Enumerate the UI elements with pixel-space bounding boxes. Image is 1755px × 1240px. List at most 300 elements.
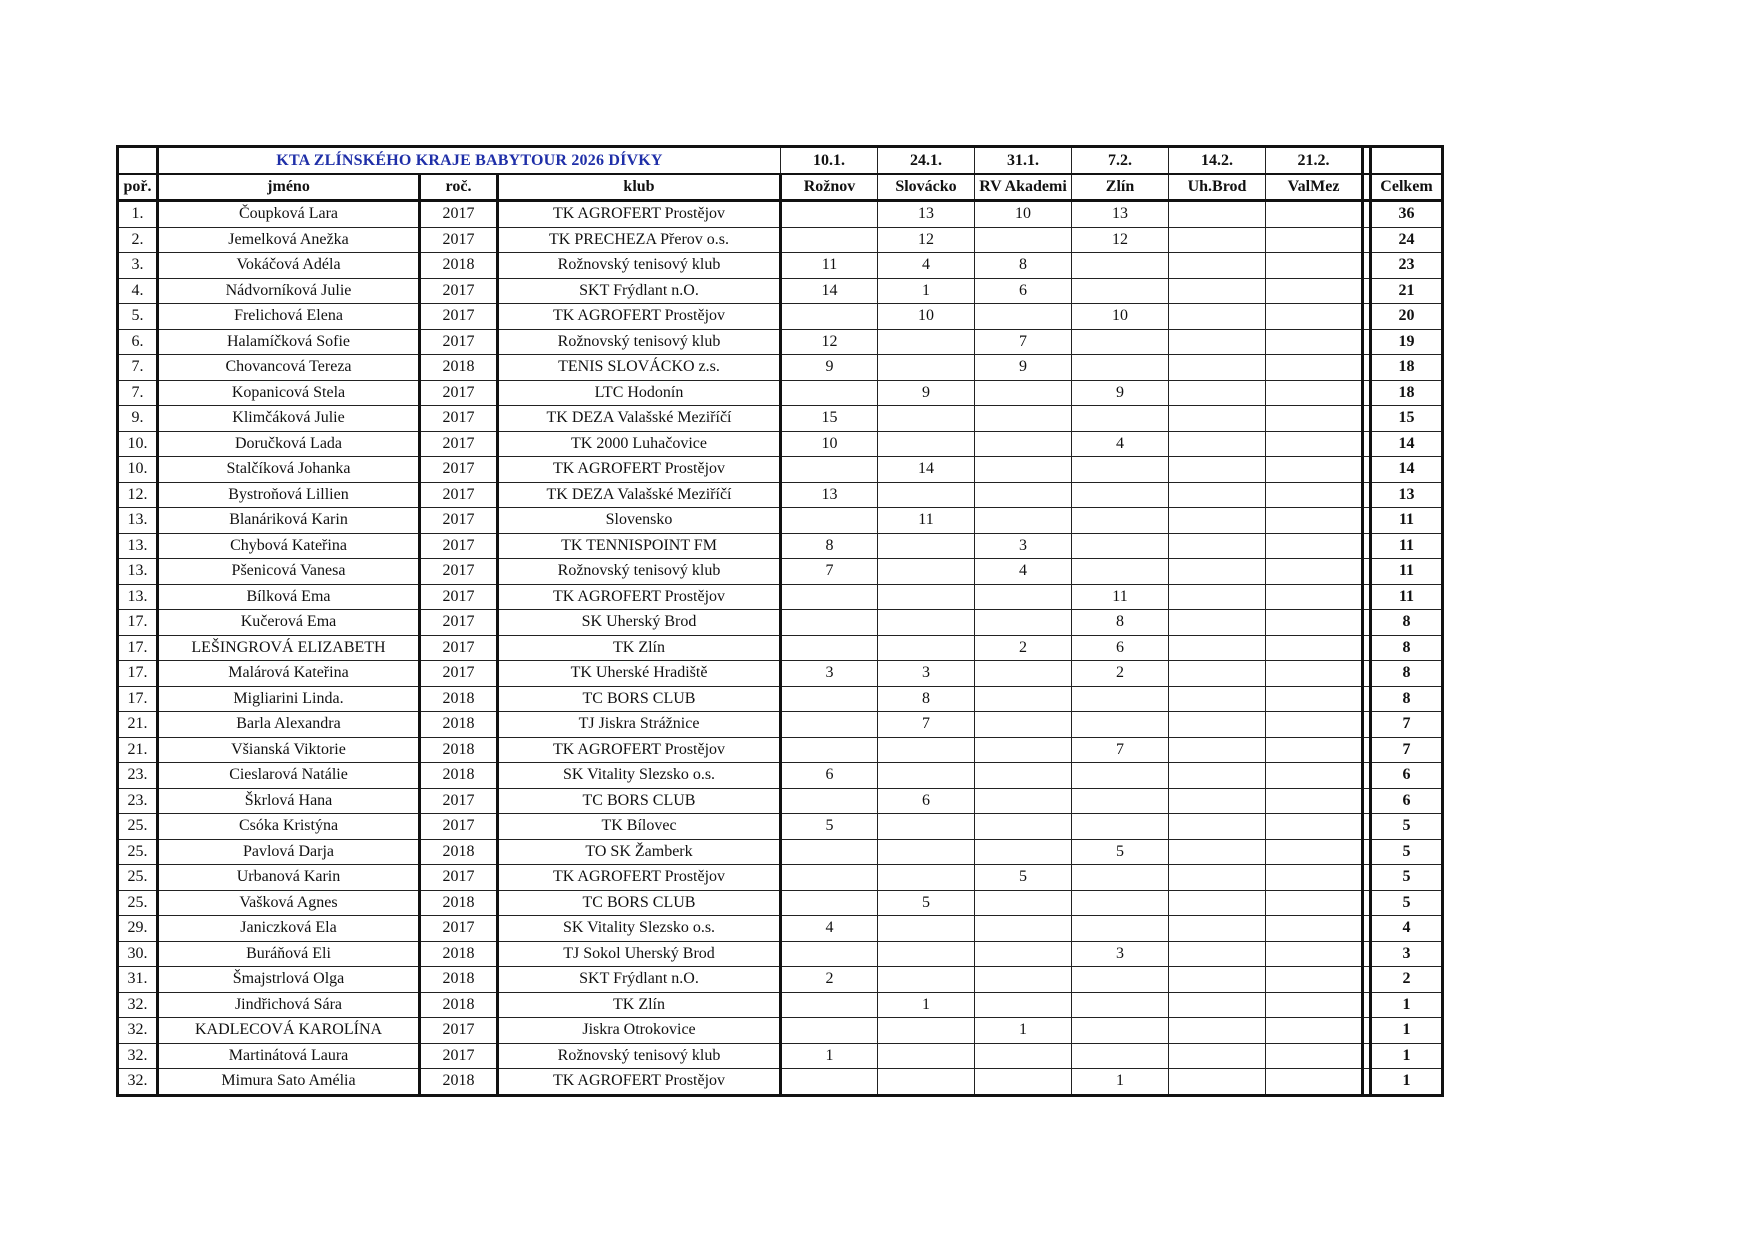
table-row (118, 890, 1443, 916)
event-points-cell (1266, 788, 1363, 814)
event-points-cell (1169, 406, 1266, 432)
event-points-cell: 3 (781, 661, 878, 687)
year-cell: 2017 (420, 533, 498, 559)
event-points-cell (1072, 686, 1169, 712)
event-points-cell (878, 967, 975, 993)
event-points-cell (878, 584, 975, 610)
column-separator (1363, 992, 1371, 1018)
column-separator (1363, 814, 1371, 840)
event-points-cell (975, 967, 1072, 993)
event-points-cell (1266, 380, 1363, 406)
event-points-cell: 7 (878, 712, 975, 738)
year-cell: 2017 (420, 380, 498, 406)
event-points-cell: 2 (1072, 661, 1169, 687)
column-separator (1363, 304, 1371, 330)
club-cell: TK AGROFERT Prostějov (498, 584, 781, 610)
year-cell: 2018 (420, 992, 498, 1018)
rank-cell: 10. (118, 431, 158, 457)
column-separator (1363, 559, 1371, 585)
table-row (118, 712, 1443, 738)
name-cell: Jemelková Anežka (158, 227, 420, 253)
year-cell: 2017 (420, 304, 498, 330)
column-separator (1363, 457, 1371, 483)
event-points-cell (1169, 533, 1266, 559)
event-points-cell (1266, 508, 1363, 534)
total-cell: 8 (1371, 686, 1443, 712)
table-row (118, 941, 1443, 967)
name-cell: Buráňová Eli (158, 941, 420, 967)
event-points-cell: 5 (1072, 839, 1169, 865)
event-points-cell (1266, 227, 1363, 253)
event-points-cell (1072, 788, 1169, 814)
table-row (118, 1069, 1443, 1096)
rank-cell: 23. (118, 763, 158, 789)
event-points-cell: 10 (1072, 304, 1169, 330)
event-points-cell (878, 814, 975, 840)
rank-cell: 1. (118, 201, 158, 228)
event-points-cell (1169, 1043, 1266, 1069)
year-header: roč. (420, 174, 498, 201)
event-points-cell (1266, 355, 1363, 381)
event-points-cell: 3 (878, 661, 975, 687)
year-cell: 2018 (420, 253, 498, 279)
name-cell: Klimčáková Julie (158, 406, 420, 432)
rank-cell: 21. (118, 712, 158, 738)
name-cell: Šmajstrlová Olga (158, 967, 420, 993)
event-points-cell (975, 457, 1072, 483)
name-cell: Kučerová Ema (158, 610, 420, 636)
column-separator (1363, 610, 1371, 636)
event-points-cell (1266, 992, 1363, 1018)
table-row (118, 227, 1443, 253)
event-points-cell (1072, 865, 1169, 891)
table-row (118, 406, 1443, 432)
club-cell: TK AGROFERT Prostějov (498, 737, 781, 763)
year-cell: 2017 (420, 584, 498, 610)
club-cell: SK Uherský Brod (498, 610, 781, 636)
name-cell: LEŠINGROVÁ ELIZABETH (158, 635, 420, 661)
table-row (118, 201, 1443, 228)
event-points-cell (1266, 329, 1363, 355)
table-row (118, 635, 1443, 661)
name-cell: Migliarini Linda. (158, 686, 420, 712)
name-cell: Kopanicová Stela (158, 380, 420, 406)
date-header-3: 31.1. (975, 147, 1072, 175)
event-points-cell (1072, 355, 1169, 381)
event-points-cell: 11 (878, 508, 975, 534)
table-row (118, 967, 1443, 993)
total-cell: 8 (1371, 661, 1443, 687)
table-row (118, 431, 1443, 457)
event-points-cell (975, 304, 1072, 330)
name-cell: Malárová Kateřina (158, 661, 420, 687)
event-points-cell (781, 508, 878, 534)
event-points-cell: 4 (975, 559, 1072, 585)
event-points-cell: 6 (878, 788, 975, 814)
event-points-cell: 7 (1072, 737, 1169, 763)
event-points-cell (1266, 941, 1363, 967)
corner-cell (118, 147, 158, 175)
rank-cell: 10. (118, 457, 158, 483)
club-cell: LTC Hodonín (498, 380, 781, 406)
event-points-cell: 3 (975, 533, 1072, 559)
year-cell: 2017 (420, 788, 498, 814)
name-cell: Bílková Ema (158, 584, 420, 610)
year-cell: 2017 (420, 227, 498, 253)
event-points-cell (1169, 355, 1266, 381)
year-cell: 2018 (420, 941, 498, 967)
rank-header: poř. (118, 174, 158, 201)
total-cell: 18 (1371, 380, 1443, 406)
event-points-cell: 1 (878, 278, 975, 304)
event-points-cell (878, 533, 975, 559)
event-points-cell (1169, 839, 1266, 865)
event-points-cell (878, 406, 975, 432)
column-separator (1363, 329, 1371, 355)
name-cell: Bystroňová Lillien (158, 482, 420, 508)
event-points-cell: 6 (975, 278, 1072, 304)
total-cell: 5 (1371, 839, 1443, 865)
column-separator (1363, 865, 1371, 891)
event-points-cell (1072, 916, 1169, 942)
year-cell: 2018 (420, 1069, 498, 1096)
event-points-cell (1072, 329, 1169, 355)
column-separator (1363, 533, 1371, 559)
event-points-cell (1169, 941, 1266, 967)
club-cell: TENIS SLOVÁCKO z.s. (498, 355, 781, 381)
event-points-cell: 8 (878, 686, 975, 712)
event-header-rv-akademi: RV Akademi (975, 174, 1072, 201)
year-cell: 2018 (420, 686, 498, 712)
column-separator (1363, 635, 1371, 661)
event-points-cell (1266, 737, 1363, 763)
event-points-cell (1072, 890, 1169, 916)
total-cell: 11 (1371, 584, 1443, 610)
column-separator (1363, 201, 1371, 228)
rank-cell: 32. (118, 1018, 158, 1044)
rank-cell: 17. (118, 686, 158, 712)
event-points-cell (1169, 1069, 1266, 1096)
name-cell: Čoupková Lara (158, 201, 420, 228)
event-points-cell (878, 431, 975, 457)
table-row (118, 559, 1443, 585)
year-cell: 2017 (420, 482, 498, 508)
event-points-cell (1169, 1018, 1266, 1044)
column-separator (1363, 686, 1371, 712)
name-cell: Vokáčová Adéla (158, 253, 420, 279)
event-points-cell: 8 (975, 253, 1072, 279)
rank-cell: 25. (118, 839, 158, 865)
total-cell: 7 (1371, 712, 1443, 738)
event-points-cell (1266, 457, 1363, 483)
year-cell: 2017 (420, 814, 498, 840)
club-cell: TJ Jiskra Strážnice (498, 712, 781, 738)
name-cell: Stalčíková Johanka (158, 457, 420, 483)
event-points-cell (781, 686, 878, 712)
total-cell: 20 (1371, 304, 1443, 330)
event-points-cell (975, 814, 1072, 840)
event-points-cell (975, 661, 1072, 687)
event-points-cell (975, 380, 1072, 406)
table-row (118, 482, 1443, 508)
year-cell: 2018 (420, 712, 498, 738)
event-points-cell: 10 (781, 431, 878, 457)
rank-cell: 29. (118, 916, 158, 942)
club-cell: Rožnovský tenisový klub (498, 559, 781, 585)
event-points-cell (781, 890, 878, 916)
total-cell: 24 (1371, 227, 1443, 253)
event-points-cell: 8 (1072, 610, 1169, 636)
year-cell: 2017 (420, 1043, 498, 1069)
table-row (118, 916, 1443, 942)
event-points-cell (781, 584, 878, 610)
rank-cell: 32. (118, 1069, 158, 1096)
event-points-cell (975, 788, 1072, 814)
rank-cell: 2. (118, 227, 158, 253)
year-cell: 2017 (420, 865, 498, 891)
event-points-cell (1072, 278, 1169, 304)
total-cell: 15 (1371, 406, 1443, 432)
club-cell: TJ Sokol Uherský Brod (498, 941, 781, 967)
event-points-cell (1169, 661, 1266, 687)
club-cell: Rožnovský tenisový klub (498, 329, 781, 355)
table-row (118, 533, 1443, 559)
name-cell: Pšenicová Vanesa (158, 559, 420, 585)
event-points-cell (878, 329, 975, 355)
event-header-roznov: Rožnov (781, 174, 878, 201)
event-points-cell (781, 941, 878, 967)
event-points-cell (1169, 967, 1266, 993)
event-points-cell: 11 (1072, 584, 1169, 610)
date-header-2: 24.1. (878, 147, 975, 175)
event-header-uh-brod: Uh.Brod (1169, 174, 1266, 201)
event-points-cell (1072, 508, 1169, 534)
date-header-4: 7.2. (1072, 147, 1169, 175)
standings-table (116, 145, 1444, 1097)
event-points-cell (878, 355, 975, 381)
rank-cell: 17. (118, 610, 158, 636)
year-cell: 2017 (420, 916, 498, 942)
table-row (118, 329, 1443, 355)
rank-cell: 21. (118, 737, 158, 763)
event-points-cell (1169, 712, 1266, 738)
event-points-cell (1266, 865, 1363, 891)
date-header-1: 10.1. (781, 147, 878, 175)
event-points-cell (1266, 482, 1363, 508)
event-points-cell: 9 (878, 380, 975, 406)
club-cell: TK AGROFERT Prostějov (498, 457, 781, 483)
event-points-cell (878, 941, 975, 967)
year-cell: 2017 (420, 610, 498, 636)
event-points-cell: 9 (781, 355, 878, 381)
total-cell: 2 (1371, 967, 1443, 993)
column-separator (1363, 278, 1371, 304)
year-cell: 2017 (420, 1018, 498, 1044)
rank-cell: 17. (118, 635, 158, 661)
column-separator (1363, 788, 1371, 814)
event-points-cell: 12 (1072, 227, 1169, 253)
event-points-cell: 6 (1072, 635, 1169, 661)
event-points-cell (878, 610, 975, 636)
year-cell: 2017 (420, 635, 498, 661)
club-cell: TK AGROFERT Prostějov (498, 1069, 781, 1096)
total-cell: 6 (1371, 763, 1443, 789)
column-separator (1363, 584, 1371, 610)
event-points-cell: 14 (878, 457, 975, 483)
name-cell: Doručková Lada (158, 431, 420, 457)
rank-cell: 25. (118, 814, 158, 840)
event-points-cell (1266, 661, 1363, 687)
year-cell: 2017 (420, 329, 498, 355)
event-points-cell (1266, 916, 1363, 942)
club-cell: TK AGROFERT Prostějov (498, 304, 781, 330)
event-points-cell (1072, 559, 1169, 585)
event-points-cell (975, 763, 1072, 789)
event-points-cell (1266, 686, 1363, 712)
event-points-cell (781, 201, 878, 228)
event-points-cell (878, 482, 975, 508)
total-cell: 21 (1371, 278, 1443, 304)
club-cell: SK Vitality Slezsko o.s. (498, 763, 781, 789)
rank-cell: 25. (118, 890, 158, 916)
rank-cell: 32. (118, 992, 158, 1018)
rank-cell: 31. (118, 967, 158, 993)
event-points-cell (1072, 967, 1169, 993)
table-row (118, 304, 1443, 330)
event-points-cell: 3 (1072, 941, 1169, 967)
event-points-cell (1266, 533, 1363, 559)
total-cell: 4 (1371, 916, 1443, 942)
event-points-cell: 11 (781, 253, 878, 279)
club-cell: TK TENNISPOINT FM (498, 533, 781, 559)
event-points-cell: 9 (1072, 380, 1169, 406)
column-separator (1363, 380, 1371, 406)
total-cell: 19 (1371, 329, 1443, 355)
table-row (118, 814, 1443, 840)
event-points-cell (1072, 992, 1169, 1018)
event-points-cell (1266, 278, 1363, 304)
event-points-cell (1169, 457, 1266, 483)
event-points-cell (1169, 737, 1266, 763)
event-points-cell (1266, 635, 1363, 661)
event-points-cell (1266, 839, 1363, 865)
year-cell: 2017 (420, 406, 498, 432)
event-points-cell (1266, 201, 1363, 228)
event-points-cell (1169, 635, 1266, 661)
table-row (118, 737, 1443, 763)
event-points-cell (1266, 814, 1363, 840)
table-row (118, 865, 1443, 891)
event-points-cell (781, 304, 878, 330)
column-separator (1363, 406, 1371, 432)
event-points-cell (1266, 890, 1363, 916)
event-points-cell (1266, 763, 1363, 789)
column-separator (1363, 253, 1371, 279)
event-points-cell (1266, 304, 1363, 330)
event-points-cell: 1 (781, 1043, 878, 1069)
event-points-cell (975, 610, 1072, 636)
club-cell: TK AGROFERT Prostějov (498, 201, 781, 228)
column-separator (1363, 967, 1371, 993)
table-row (118, 457, 1443, 483)
club-cell: TK DEZA Valašské Meziříčí (498, 482, 781, 508)
table-title: KTA ZLÍNSKÉHO KRAJE BABYTOUR 2026 DÍVKY (158, 147, 781, 175)
table-row (118, 253, 1443, 279)
event-points-cell (975, 686, 1072, 712)
name-cell: KADLECOVÁ KAROLÍNA (158, 1018, 420, 1044)
table-row (118, 763, 1443, 789)
column-separator (1363, 737, 1371, 763)
rank-cell: 7. (118, 380, 158, 406)
event-points-cell (1072, 712, 1169, 738)
rank-cell: 3. (118, 253, 158, 279)
name-cell: Urbanová Karin (158, 865, 420, 891)
total-cell: 36 (1371, 201, 1443, 228)
event-points-cell: 5 (975, 865, 1072, 891)
event-header-valmez: ValMez (1266, 174, 1363, 201)
event-points-cell: 6 (781, 763, 878, 789)
year-cell: 2018 (420, 839, 498, 865)
event-points-cell (781, 788, 878, 814)
event-points-cell (781, 227, 878, 253)
event-points-cell (1072, 482, 1169, 508)
club-cell: TK AGROFERT Prostějov (498, 865, 781, 891)
table-row (118, 661, 1443, 687)
club-cell: SK Vitality Slezsko o.s. (498, 916, 781, 942)
year-cell: 2018 (420, 890, 498, 916)
year-cell: 2017 (420, 661, 498, 687)
total-header: Celkem (1371, 174, 1443, 201)
club-cell: TK Zlín (498, 635, 781, 661)
year-cell: 2018 (420, 763, 498, 789)
event-points-cell (1169, 763, 1266, 789)
event-points-cell (1169, 686, 1266, 712)
column-separator (1363, 712, 1371, 738)
name-cell: Cieslarová Natálie (158, 763, 420, 789)
event-points-cell (781, 457, 878, 483)
total-cell: 18 (1371, 355, 1443, 381)
event-points-cell (975, 431, 1072, 457)
event-points-cell (1266, 431, 1363, 457)
table-row (118, 584, 1443, 610)
column-separator (1363, 508, 1371, 534)
table-row (118, 992, 1443, 1018)
event-points-cell (878, 839, 975, 865)
year-cell: 2018 (420, 967, 498, 993)
event-points-cell: 1 (975, 1018, 1072, 1044)
column-separator (1363, 1018, 1371, 1044)
rank-cell: 12. (118, 482, 158, 508)
total-cell: 1 (1371, 1018, 1443, 1044)
event-points-cell (781, 865, 878, 891)
column-separator (1363, 482, 1371, 508)
club-cell: Rožnovský tenisový klub (498, 1043, 781, 1069)
table-row (118, 1043, 1443, 1069)
name-cell: Csóka Kristýna (158, 814, 420, 840)
event-points-cell (1072, 763, 1169, 789)
event-points-cell (1072, 533, 1169, 559)
event-points-cell (1266, 1043, 1363, 1069)
total-cell: 1 (1371, 1069, 1443, 1096)
rank-cell: 13. (118, 559, 158, 585)
total-cell: 14 (1371, 457, 1443, 483)
name-cell: Mimura Sato Amélia (158, 1069, 420, 1096)
event-points-cell (975, 992, 1072, 1018)
rank-cell: 9. (118, 406, 158, 432)
event-points-cell (781, 635, 878, 661)
event-points-cell (1169, 380, 1266, 406)
event-points-cell (975, 890, 1072, 916)
